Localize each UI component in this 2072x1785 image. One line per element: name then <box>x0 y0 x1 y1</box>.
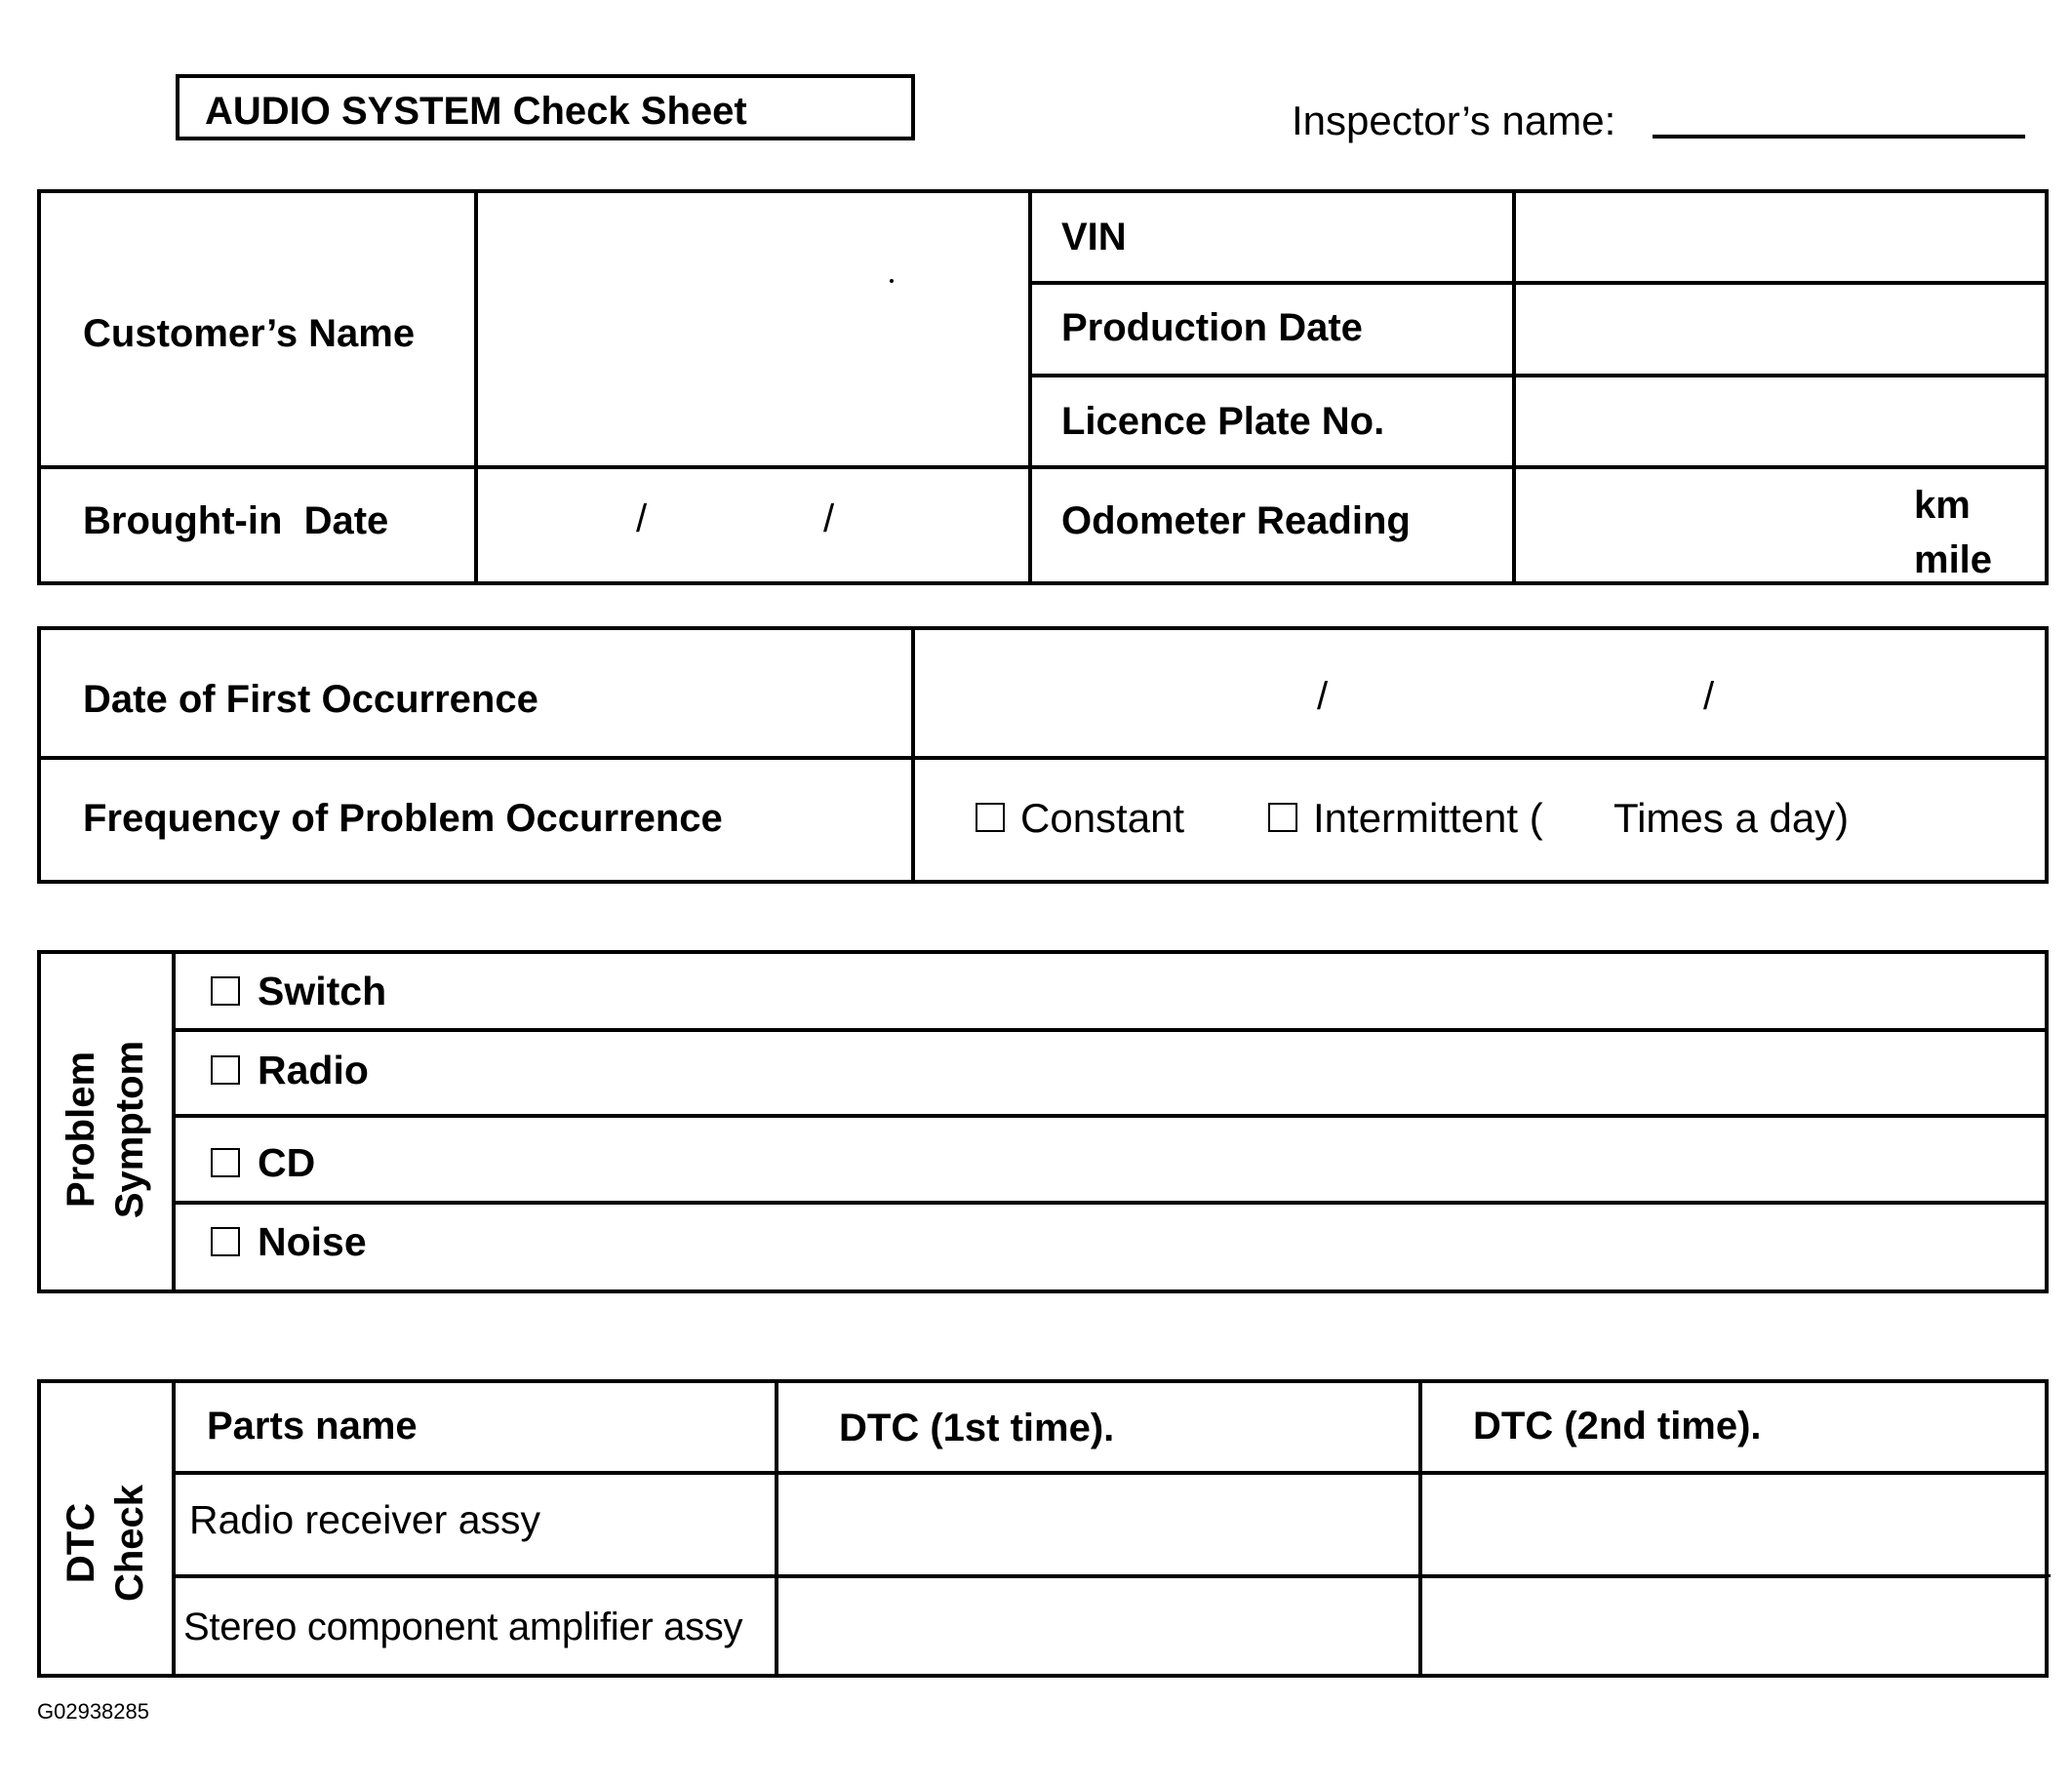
odometer-unit-mile: mile <box>1914 538 1993 581</box>
odometer-label: Odometer Reading <box>1061 499 1411 542</box>
inspector-name-label: Inspector’s name: <box>1292 98 1616 143</box>
intermittent-label: Intermittent ( <box>1313 795 1543 841</box>
brought-in-date-label: Brought-in Date <box>83 499 389 542</box>
vin-label: VIN <box>1061 216 1127 258</box>
radio-checkbox[interactable] <box>211 1055 240 1085</box>
dtc-2nd-field-radio-receiver[interactable] <box>1422 1475 2045 1574</box>
column-header-dtc-2nd: DTC (2nd time). <box>1473 1405 1762 1448</box>
frequency-label: Frequency of Problem Occurrence <box>83 797 723 840</box>
problem-symptom-section-label: Problem Symptom <box>60 1040 151 1219</box>
production-date-field[interactable] <box>1516 285 2045 374</box>
dtc-2nd-field-stereo-amplifier[interactable] <box>1422 1578 2045 1674</box>
cd-label: CD <box>258 1140 316 1185</box>
odometer-unit-km: km <box>1914 484 1971 527</box>
cd-checkbox[interactable] <box>211 1148 240 1177</box>
dtc-1st-field-stereo-amplifier[interactable] <box>778 1578 1418 1674</box>
brought-in-date-field[interactable] <box>478 469 1028 581</box>
times-a-day-field[interactable] <box>1543 792 1612 841</box>
first-occurrence-separator-1: / <box>1317 675 1329 718</box>
column-header-parts-name: Parts name <box>207 1405 418 1448</box>
brought-in-date-separator-1: / <box>636 497 648 540</box>
production-date-label: Production Date <box>1061 306 1363 349</box>
radio-label: Radio <box>258 1048 369 1092</box>
dtc-check-section-label: DTC Check <box>60 1484 151 1603</box>
first-occurrence-date-field[interactable] <box>915 630 2045 756</box>
first-occurrence-label: Date of First Occurrence <box>83 678 538 721</box>
switch-label: Switch <box>258 969 387 1013</box>
brought-in-date-separator-2: / <box>823 497 835 540</box>
licence-plate-field[interactable] <box>1516 377 2045 465</box>
customers-name-label: Customer’s Name <box>83 312 416 355</box>
intermittent-checkbox[interactable] <box>1268 803 1297 832</box>
customers-name-field[interactable] <box>478 193 1028 465</box>
row-line-overhang <box>2045 1574 2051 1577</box>
vin-field[interactable] <box>1516 193 2045 281</box>
stray-dot <box>890 279 894 283</box>
figure-code: G02938285 <box>37 1699 149 1724</box>
dtc-1st-field-radio-receiver[interactable] <box>778 1475 1418 1574</box>
inspector-name-field[interactable] <box>1653 135 2025 139</box>
first-occurrence-separator-2: / <box>1703 675 1715 718</box>
constant-label: Constant <box>1020 795 1185 841</box>
page-title: AUDIO SYSTEM Check Sheet <box>205 90 747 133</box>
switch-checkbox[interactable] <box>211 976 240 1006</box>
noise-label: Noise <box>258 1219 367 1264</box>
part-name-radio-receiver: Radio receiver assy <box>189 1497 541 1542</box>
licence-plate-label: Licence Plate No. <box>1061 400 1385 443</box>
noise-checkbox[interactable] <box>211 1227 240 1256</box>
times-a-day-label: Times a day) <box>1614 795 1850 841</box>
column-header-dtc-1st: DTC (1st time). <box>839 1407 1115 1449</box>
constant-checkbox[interactable] <box>976 803 1005 832</box>
odometer-field[interactable] <box>1516 469 1906 581</box>
part-name-stereo-amplifier: Stereo component amplifier assy <box>183 1606 743 1648</box>
